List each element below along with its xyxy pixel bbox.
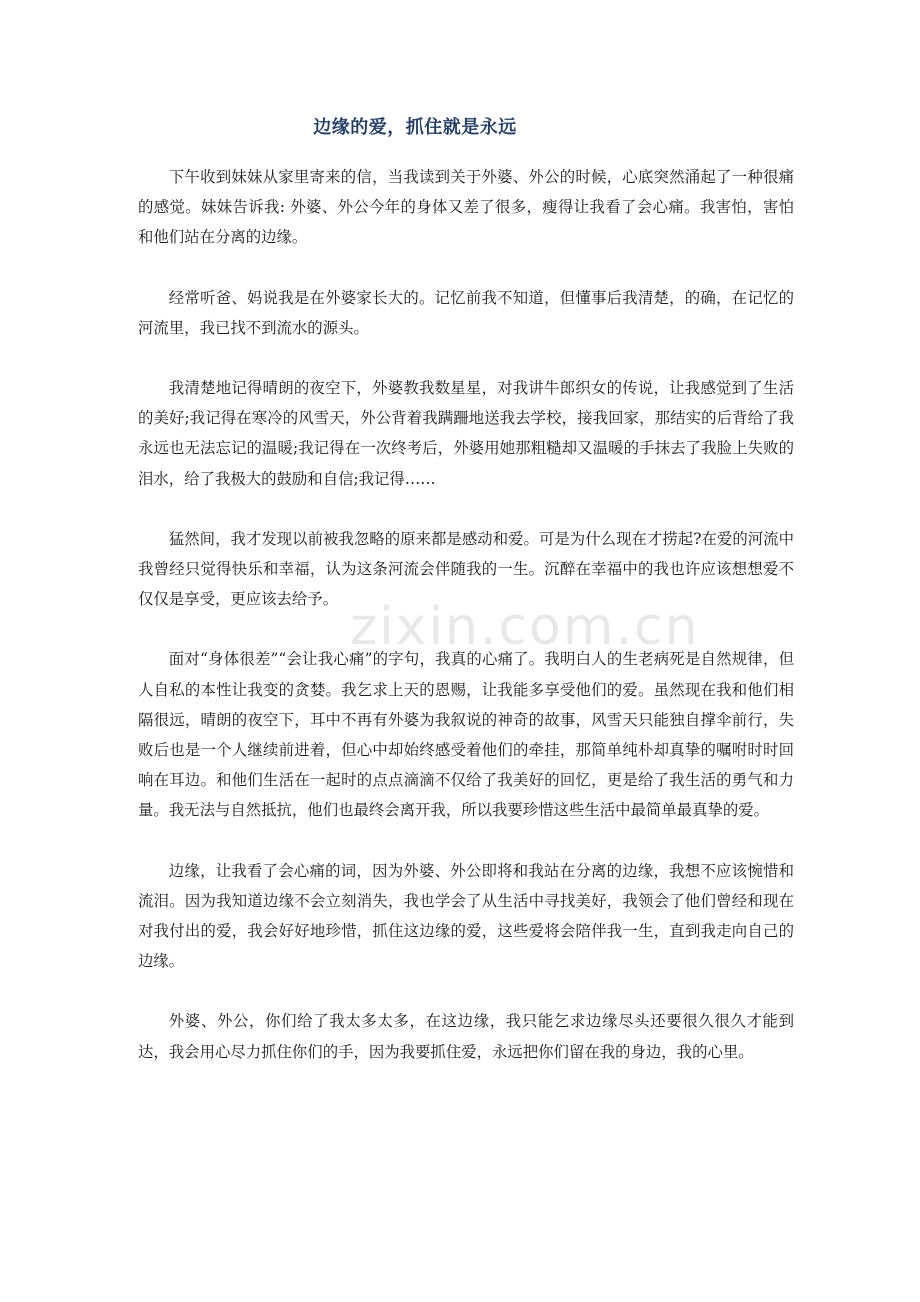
paragraph-4: 猛然间，我才发现以前被我忽略的原来都是感动和爱。可是为什么现在才捞起?在爱的河流中我曾经只觉得快乐和幸福，认为这条河流会伴随我的一生。沉醉在幸福中的我也许应该想想爱不仅仅是享受，更应该去给予。 bbox=[138, 529, 794, 609]
paragraph-1: 下午收到妹妹从家里寄来的信，当我读到关于外婆、外公的时候，心底突然涌起了一种很痛的感觉。妹妹告诉我: 外婆、外公今年的身体又差了很多，瘦得让我看了会心痛。我害怕，害怕和他们站在分离的边缘。 bbox=[138, 168, 794, 247]
document-body bbox=[138, 162, 794, 1097]
watermark-text: zixin.com.cn bbox=[350, 597, 700, 657]
paragraph-5: 面对“身体很差”“会让我心痛”的字句，我真的心痛了。我明白人的生老病死是自然规律，但人自私的本性让我变的贪婪。我乞求上天的恩赐，让我能多享受他们的爱。虽然现在我和他们相隔很远，晴朗的夜空下，耳中不再有外婆为我叙说的神奇的故事，风雪天只能独自撑伞前行，失败后也是一个人继续前进着，但心中却始终感受着他们的牵挂，那简单纯朴却真挚的嘱咐时时回响在耳边。和他们生活在一起时的点点滴滴不仅给了我美好的回忆，更是给了我生活的勇气和力量。我无法与自然抵抗，他们也最终会离开我，所以我要珍惜这些生活中最简单最真挚的爱。 bbox=[138, 650, 794, 820]
paragraph-3: 我清楚地记得晴朗的夜空下，外婆教我数星星，对我讲牛郎织女的传说，让我感觉到了生活的美好;我记得在寒冷的风雪天，外公背着我蹒跚地送我去学校，接我回家，那结实的后背给了我永远也无法忘记的温暖;我记得在一次终考后，外婆用她那粗糙却又温暖的手抹去了我脸上失败的泪水，给了我极大的鼓励和自信;我记得…… bbox=[138, 379, 794, 488]
paragraph-7: 外婆、外公，你们给了我太多太多，在这边缘，我只能乞求边缘尽头还要很久很久才能到达，我会用心尽力抓住你们的手，因为我要抓住爱，永远把你们留在我的身边，我的心里。 bbox=[138, 1012, 794, 1061]
paragraph-2: 经常听爸、妈说我是在外婆家长大的。记忆前我不知道，但懂事后我清楚，的确，在记忆的河流里，我已找不到流水的源头。 bbox=[138, 288, 794, 337]
document-title: 边缘的爱，抓住就是永远 bbox=[313, 117, 517, 138]
paragraph-6: 边缘，让我看了会心痛的词，因为外婆、外公即将和我站在分离的边缘，我想不应该惋惜和流泪。因为我知道边缘不会立刻消失，我也学会了从生活中寻找美好，我领会了他们曾经和现在对我付出的爱，我会好好地珍惜，抓住这边缘的爱，这些爱将会陪伴我一生，直到我走向自己的边缘。 bbox=[138, 861, 794, 971]
